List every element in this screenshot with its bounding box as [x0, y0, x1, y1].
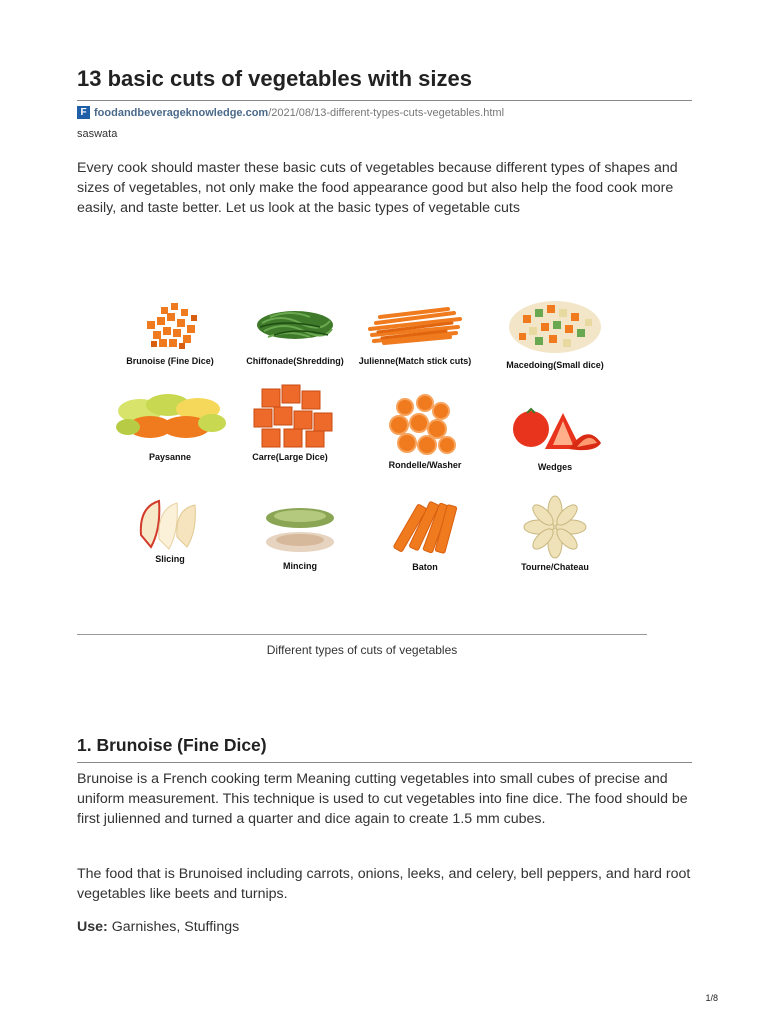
cut-tourne	[490, 495, 620, 572]
cut-baton	[360, 495, 490, 572]
carre-image	[240, 383, 340, 449]
use-value: Garnishes, Stuffings	[111, 919, 240, 935]
source-path[interactable]: /2021/08/13-different-types-cuts-vegetables.html	[268, 106, 505, 119]
page-number: 1/8	[705, 993, 718, 1003]
page-title: 13 basic cuts of vegetables with sizes	[77, 66, 472, 91]
source-domain[interactable]: foodandbeverageknowledge.com	[94, 106, 269, 119]
cut-label: Paysanne	[148, 452, 192, 462]
cut-rondelle	[360, 393, 490, 470]
brunoise-image	[125, 293, 215, 353]
julienne-image	[360, 293, 470, 353]
section-heading: 1. Brunoise (Fine Dice)	[77, 735, 267, 755]
tourne-image	[505, 495, 605, 559]
intro-paragraph: Every cook should master these basic cuts of vegetables because different types of shapes and sizes of vegetables, not only make the food appearance good but also help the food cook more easily, and taste better. Let us look at the basic types of vegetable cuts	[77, 160, 678, 216]
cut-wedges	[490, 403, 620, 472]
rondelle-image	[375, 393, 475, 457]
source-link[interactable]	[77, 106, 504, 119]
cut-mincing	[235, 500, 365, 571]
title-divider	[77, 100, 692, 101]
author: saswata	[77, 128, 118, 140]
use-label: Use:	[77, 919, 108, 935]
cut-label: Chiffonade(Shredding)	[246, 356, 344, 366]
cut-label: Wedges	[537, 462, 573, 472]
cut-chiffonade	[230, 293, 360, 366]
site-favicon-icon: F	[77, 106, 90, 119]
macedoine-image	[505, 293, 605, 357]
cut-label: Baton	[412, 562, 438, 572]
cut-carre	[225, 383, 355, 462]
use-line	[77, 919, 239, 935]
cut-label: Tourne/Chateau	[521, 562, 589, 572]
cut-macedoine	[490, 293, 620, 370]
brunoise-paragraph-1: Brunoise is a French cooking term Meaning cutting vegetables into small cubes of precise and uniform measurement. This technique is used to cut vegetables into fine dice. The food should be first julienned and turned a quarter and dice again to create 1.5 mm cubes.	[77, 771, 688, 827]
cut-brunoise	[105, 293, 235, 366]
cut-label: Macedoing(Small dice)	[506, 360, 604, 370]
cut-label: Mincing	[283, 561, 317, 571]
cut-paysanne	[105, 383, 235, 462]
cut-label: Carre(Large Dice)	[252, 452, 328, 462]
brunoise-paragraph-2: The food that is Brunoised including carrots, onions, leeks, and celery, bell peppers, and hard root vegetables like beets and turnips.	[77, 866, 691, 902]
chiffonade-image	[250, 293, 340, 353]
cut-slicing	[105, 495, 235, 564]
cut-label: Rondelle/Washer	[388, 460, 462, 470]
cut-label: Brunoise (Fine Dice)	[126, 356, 214, 366]
slicing-image	[125, 495, 215, 551]
mincing-image	[255, 500, 345, 558]
figure-divider	[77, 634, 647, 635]
wedges-image	[505, 403, 605, 459]
cut-label: Julienne(Match stick cuts)	[358, 356, 472, 366]
cut-label: Slicing	[155, 554, 185, 564]
cuts-figure	[105, 285, 625, 585]
paysanne-image	[110, 383, 230, 449]
cut-julienne	[350, 293, 480, 366]
section-divider	[77, 762, 692, 763]
figure-caption: Different types of cuts of vegetables	[266, 643, 458, 657]
baton-image	[375, 495, 475, 559]
